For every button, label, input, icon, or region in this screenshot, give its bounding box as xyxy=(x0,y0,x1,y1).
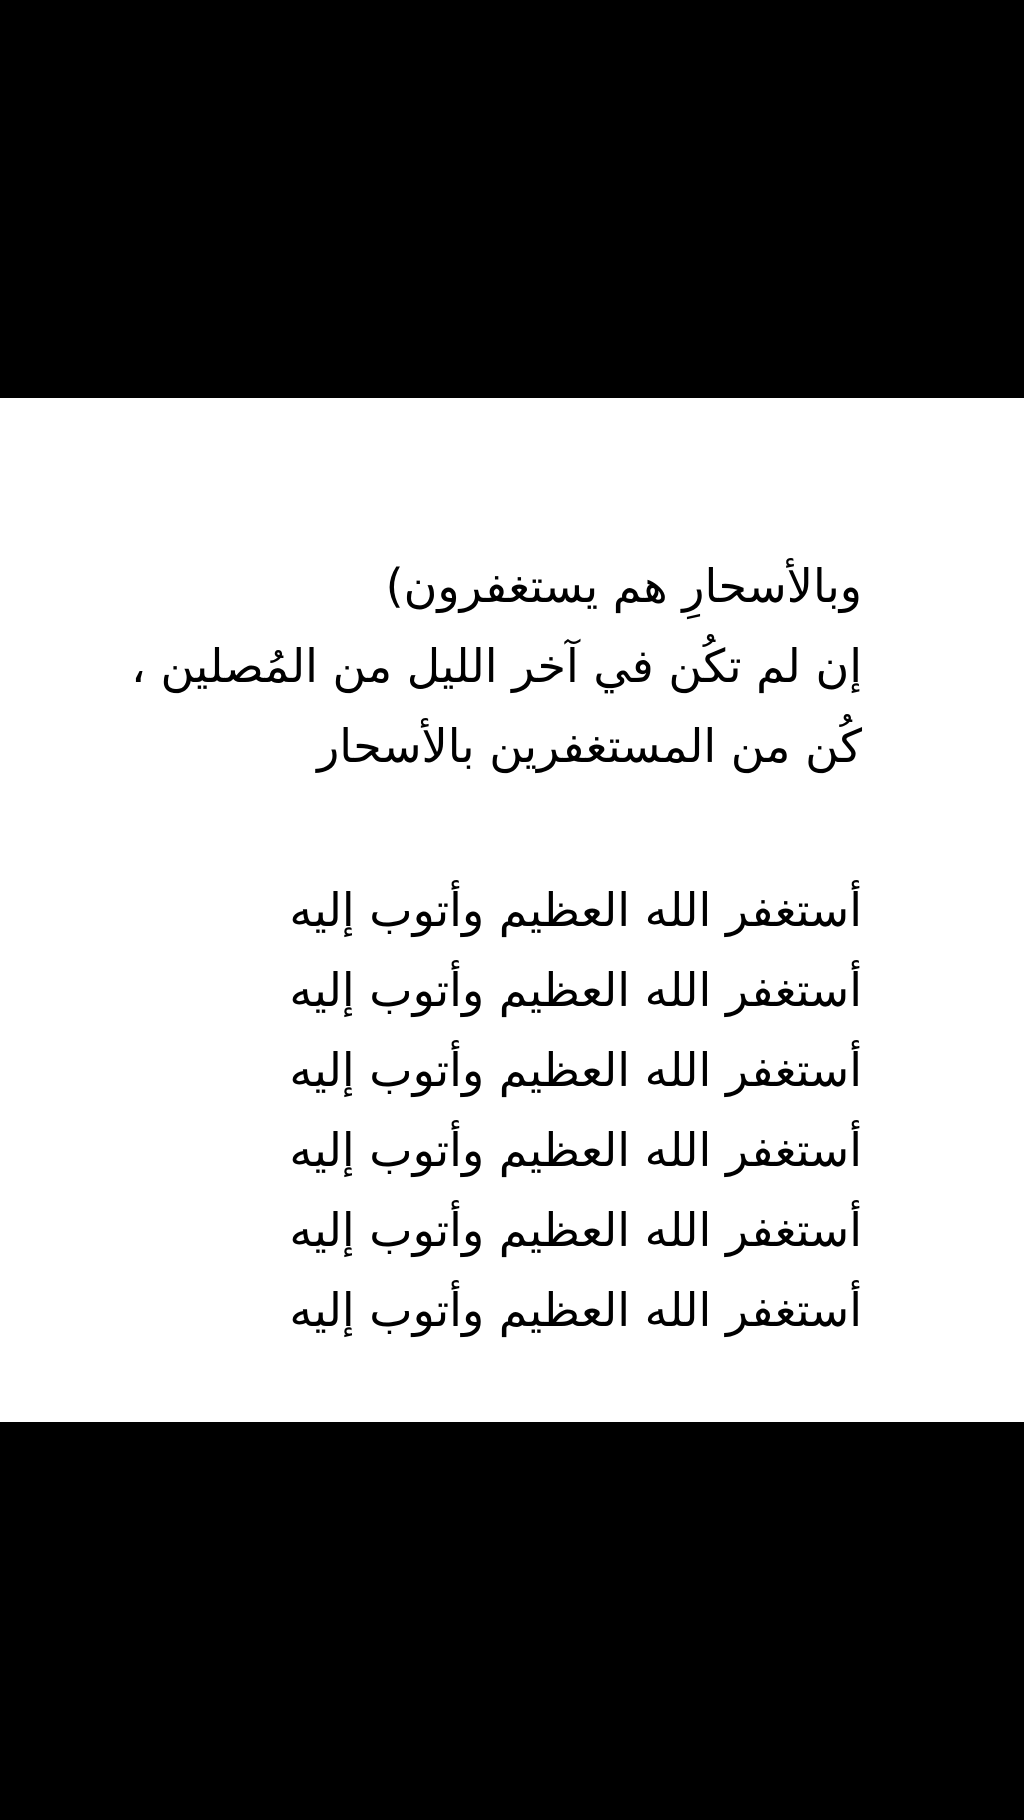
istighfar-line: أستغفر الله العظيم وأتوب إليه xyxy=(289,963,862,1017)
text-card xyxy=(0,398,1024,1422)
intro-line: وبالأسحارِ هم يستغفرون) xyxy=(385,559,862,613)
istighfar-line: أستغفر الله العظيم وأتوب إليه xyxy=(289,883,862,937)
intro-line: إن لم تكُن في آخر الليل من المُصلين ، xyxy=(131,639,862,693)
line-spacer xyxy=(82,786,862,870)
istighfar-line: أستغفر الله العظيم وأتوب إليه xyxy=(289,1043,862,1097)
istighfar-line: أستغفر الله العظيم وأتوب إليه xyxy=(289,1283,862,1337)
intro-line: كُن من المستغفرين بالأسحار xyxy=(317,719,862,773)
istighfar-line: أستغفر الله العظيم وأتوب إليه xyxy=(289,1203,862,1257)
istighfar-line: أستغفر الله العظيم وأتوب إليه xyxy=(289,1123,862,1177)
bottom-black-bar xyxy=(0,1422,1024,1820)
top-black-bar xyxy=(0,0,1024,398)
text-block xyxy=(82,546,862,1350)
